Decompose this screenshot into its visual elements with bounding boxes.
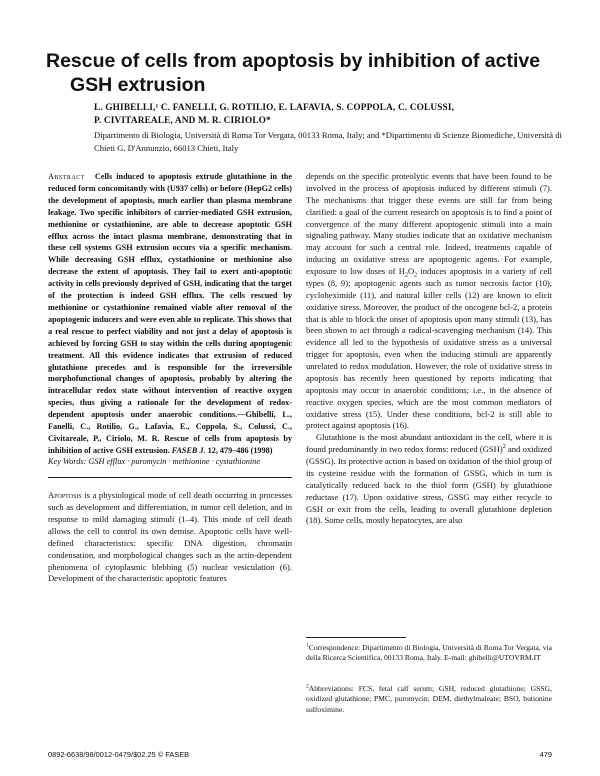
intro-lead-word: Apoptosis xyxy=(48,490,82,501)
footnote-divider xyxy=(306,637,406,638)
body-paragraph-2 xyxy=(306,432,552,527)
title-line-2: GSH extrusion xyxy=(70,74,206,96)
abstract-journal: FASEB J. xyxy=(171,445,206,455)
abstract xyxy=(48,171,292,457)
abstract-label: Abstract xyxy=(48,172,85,181)
para1-text-b: induces apoptosis in a variety of cell types (8, 9); apoptogenic agents such as tumor necrosis factor (10), cycloheximide (11), and natural killer cells (12) are known to elicit oxidative stress. Moreover, the product of the oncogene bcl-2, a protein that is able to block the onset of apoptosis upon many stimuli (13), has been shown to act through a radical-scavenging mechanism (14). This evidence all led to the hypothesis of oxidative stress as a universal trigger for apoptosis, even when the inducing stimuli are apparently unrelated to redox modulation. However, the role of oxidative stress in apoptosis has recently been questioned by reports indicating that apoptosis may occur in anaerobic conditions; i.e., in the absence of reactive oxygen species, which are the most common mediators of oxidative stress (15). Under these conditions, bcl-2 is still able to protect against apoptosis (16). xyxy=(306,266,552,431)
footnote-2 xyxy=(306,684,552,715)
footnote-1 xyxy=(306,643,552,664)
page-number: 479 xyxy=(539,750,552,759)
footnote-marker[interactable]: 2 xyxy=(502,444,506,451)
left-column xyxy=(48,171,292,585)
keywords xyxy=(48,457,292,468)
section-divider xyxy=(48,477,292,478)
journal-code: 0892-6638/98/0012-0479/$02.25 © FASEB xyxy=(48,750,190,759)
affiliation: Dipartimento di Biologia, Università di Roma Tor Vergata, 00133 Roma, Italy; and *Dipartimento di Scienze Biomediche, Università di Chieti G. D'Annunzio, 66013 Chieti, Italy xyxy=(94,130,562,153)
right-column xyxy=(306,171,552,527)
footnote-2-marker: 2 xyxy=(306,683,309,690)
article-title xyxy=(46,49,566,97)
page-footer xyxy=(48,750,552,759)
para2-text-b: and oxidized (GSSG). Its protective action is based on oxidation of the thiol group of its cysteine residue with the formation of GSSG, which in turn is catalytically reduced back to the thiol form (GSH) by glutathione reductase (17). Upon oxidative stress, GSSG may either recycle to GSH or exit from the cells, leading to overall glutathione depletion (18). Some cells, mostly hepatocytes, are also xyxy=(306,444,552,526)
para1-text-a: depends on the specific proteolytic events that have been found to be involved in the process of apoptosis induced by different stimuli (7). The mechanisms that trigger these events are still far from being clarified: a goal of the current research on apoptosis is to find a point of convergence of the many different apoptogenic stimuli into a main signaling pathway. Many studies indicate that an oxidative mechanism may account for such a central role. Indeed, treatments capable of inducing an oxidative stress are apoptogenic agents. For example, exposure to low doses of H xyxy=(306,171,552,276)
abstract-text: Cells induced to apoptosis extrude glutathione in the reduced form concomitantly with (U937 cells) or before (HepG2 cells) the development of apoptosis, much earlier than plasma membrane leakage. Two specific inhibitors of carrier-mediated GSH extrusion, methionine or cystathionine, are able to decrease apoptotic GSH efflux across the intact plasma membrane, demonstrating that in these cell systems GSH extrusion occurs via a specific mechanism. While decreasing GSH efflux, cystathionine or methionine also decrease the extent of apoptosis. They fail to exert anti-apoptotic activity in cells previously deprived of GSH, indicating that the target of the protection is indeed GSH efflux. The cells rescued by methionine or cystathionine remained viable after removal of the apoptogenic inducers and were even able to replicate. This shows that a real rescue to perfect viability and not just a delay of apoptosis is achieved by forcing GSH to stay within the cells during apoptogenic treatment. All this evidence indicates that extrusion of reduced glutathione precedes and is responsible for the irreversible morphofunctional changes of apoptosis, probably by altering the intracellular redox state without intervention of reactive oxygen species, thus giving a rationale for the development of redox-dependent apoptosis under anaerobic conditions.—Ghibelli, L., Fanelli, C., Rotilio, G., Lafavia, E., Coppola, S., Colussi, C., Civitareale, P., Ciriolo, M. R. Rescue of cells from apoptosis by inhibition of active GSH extrusion. xyxy=(48,172,292,455)
introduction-paragraph xyxy=(48,490,292,585)
footnote-2-text: Abbreviations: FCS, fetal calf serum; GSH, reduced glutathione; GSSG, oxidized glutathione; PMC, puromycin; DEM, diethylmaleate; BSO, butionine sulfoximine. xyxy=(306,684,552,714)
para2-text-a: Glutathione is the most abundant antioxidant in the cell, where it is found predominantly in two redox forms: reduced (GSH) xyxy=(306,432,552,455)
h2o2-oxygen: O xyxy=(407,266,415,276)
title-line-1: Rescue of cells from apoptosis by inhibition of active xyxy=(46,50,541,72)
intro-text: is a physiological mode of cell death occurring in processes such as development and differentiation, in tumor cell deletion, and in response to mild damaging stimuli (1–4). This mode of cell death allows the cell to control its own demise. Apoptotic cells have well-defined characteristics: specific DNA digestion, chromatin condensation, and morphological changes such as the actin-dependent phenomena of cytoplasmic blebbing (5) nuclear vesiculation (6). Development of the characteristic apoptotic features xyxy=(48,490,292,584)
keywords-text: GSH efflux · puromycin · methionine · cystathionine xyxy=(88,456,261,466)
keywords-label: Key Words: xyxy=(48,456,87,466)
footnote-1-marker: 1 xyxy=(306,642,309,649)
authors-line-1: L. GHIBELLI,¹ C. FANELLI, G. ROTILIO, E. LAFAVIA, S. COPPOLA, C. COLUSSI, xyxy=(94,103,455,113)
footnote-1-text: Correspondence: Dipartimento di Biologia, Università di Roma Tor Vergata, via della Ricerca Scientifica, 00133 Roma, Italy. E-mail: ghibelli@UTOVRM.IT xyxy=(306,643,552,663)
authors-line-2: P. CIVITAREALE, AND M. R. CIRIOLO* xyxy=(94,115,271,126)
body-paragraph-1 xyxy=(306,171,552,432)
author-list xyxy=(94,102,564,127)
abstract-citation: 12, 479–486 (1998) xyxy=(207,445,273,455)
h2o2-subscript-1: 2 xyxy=(404,272,408,279)
h2o2-subscript-2: 2 xyxy=(414,272,418,279)
